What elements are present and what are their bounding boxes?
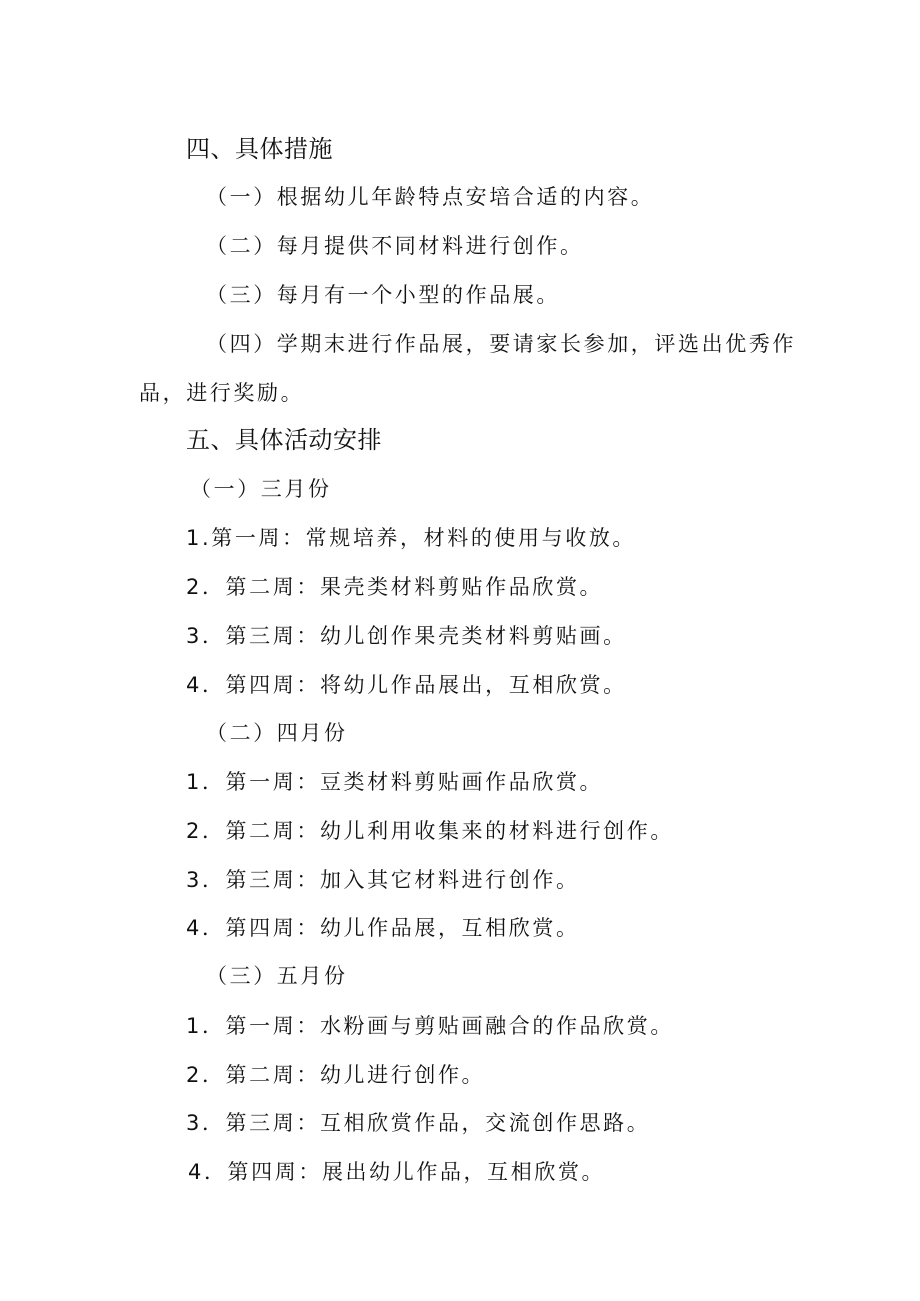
april-week-4: 4．第四周：幼儿作品展，互相欣赏。 bbox=[186, 916, 580, 940]
measure-item-4: （四）学期末进行作品展，要请家长参加，评选出优秀作 bbox=[206, 332, 796, 356]
month-title-may: （三）五月份 bbox=[206, 964, 348, 988]
month-title-april: （二）四月份 bbox=[206, 721, 348, 745]
may-week-3: 3．第三周：互相欣赏作品，交流创作思路。 bbox=[186, 1111, 651, 1135]
may-week-2: 2．第二周：幼儿进行创作。 bbox=[186, 1063, 486, 1087]
section-4-heading: 四、具体措施 bbox=[186, 135, 333, 163]
may-week-1: 1．第一周：水粉画与剪贴画融合的作品欣赏。 bbox=[186, 1014, 674, 1038]
measure-item-1: （一）根据幼儿年龄特点安培合适的内容。 bbox=[206, 185, 655, 209]
may-week-4: 4．第四周：展出幼儿作品，互相欣赏。 bbox=[188, 1160, 606, 1184]
section-5-heading: 五、具体活动安排 bbox=[186, 426, 382, 454]
april-week-1: 1．第一周：豆类材料剪贴画作品欣赏。 bbox=[186, 770, 604, 794]
march-week-3: 3．第三周：幼儿创作果壳类材料剪贴画。 bbox=[186, 624, 627, 648]
measure-item-4-continuation: 品，进行奖励。 bbox=[139, 381, 305, 405]
measure-item-3: （三）每月有一个小型的作品展。 bbox=[206, 283, 560, 307]
month-title-march: （一）三月份 bbox=[190, 477, 332, 501]
march-week-1: 1.第一周：常规培养，材料的使用与收放。 bbox=[186, 526, 637, 550]
april-week-2: 2．第二周：幼儿利用收集来的材料进行创作。 bbox=[186, 819, 674, 843]
march-week-4: 4．第四周：将幼儿作品展出，互相欣赏。 bbox=[186, 673, 627, 697]
march-week-2: 2．第二周：果壳类材料剪贴作品欣赏。 bbox=[186, 575, 604, 599]
measure-item-2: （二）每月提供不同材料进行创作。 bbox=[206, 234, 584, 258]
april-week-3: 3．第三周：加入其它材料进行创作。 bbox=[186, 868, 580, 892]
